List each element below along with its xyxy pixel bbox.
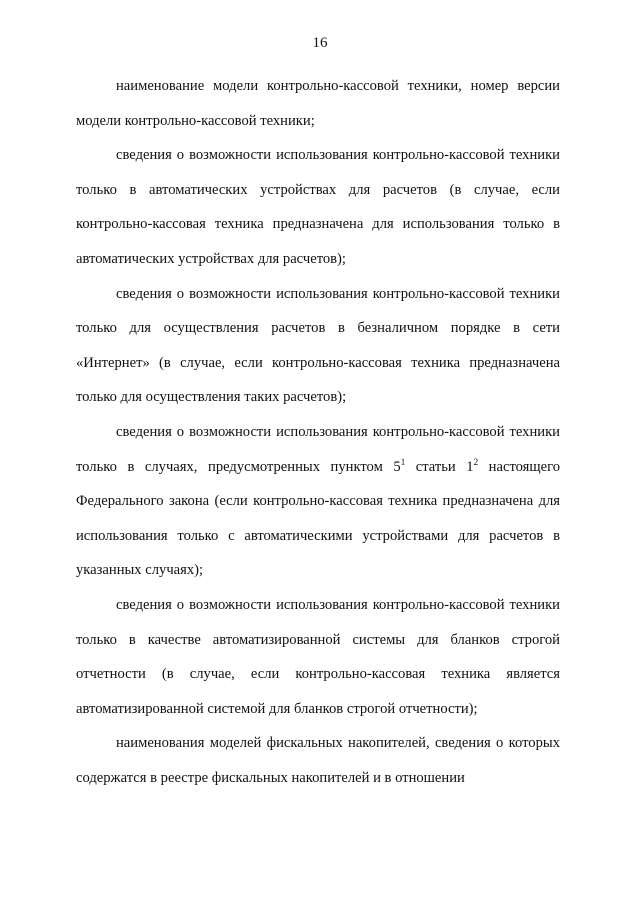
paragraph-text: наименования моделей фискальных накопителей, сведения о которых содержатся в реестре фискальных накопителей и в отношении (76, 735, 560, 786)
paragraph-internet-payments (76, 277, 560, 415)
paragraph-special-cases (76, 415, 560, 588)
document-body (76, 69, 560, 795)
paragraph-strict-reporting-forms (76, 588, 560, 726)
paragraph-text: сведения о возможности использования контрольно-кассовой техники только в автоматических устройствах для расчетов (в случае, если контрольно-кассовая техника предназначена для использования только в автоматических устройствах для расчетов); (76, 147, 560, 267)
page-number: 16 (312, 35, 328, 51)
paragraph-automatic-devices (76, 138, 560, 276)
paragraph-text: сведения о возможности использования контрольно-кассовой техники только в качестве автоматизированной системы для бланков строгой отчетности (в случае, если контрольно-кассовая техника является автоматизированной системой для бланков строгой отчетности); (76, 596, 560, 717)
paragraph-model-name (76, 69, 560, 138)
paragraph-text: статьи 1 (405, 458, 474, 475)
paragraph-text: сведения о возможности использования контрольно-кассовой техники только для осуществления расчетов в безналичном порядке в сети «Интернет» (в случае, если контрольно-кассовая техника предназначена только для осуществления таких расчетов); (76, 285, 560, 406)
superscript: 1 (400, 456, 406, 467)
paragraph-text: наименование модели контрольно-кассовой техники, номер версии модели контрольно-кассовой техники; (76, 78, 560, 129)
paragraph-fiscal-drives (76, 726, 560, 795)
paragraph-text: настоящего Федерального закона (если контрольно-кассовая техника предназначена для использования только с автоматическими устройствами для расчетов в указанных случаях); (76, 458, 560, 579)
paragraph-text: сведения о возможности использования контрольно-кассовой техники только в случаях, предусмотренных пунктом 5 (76, 423, 560, 475)
superscript: 2 (473, 456, 479, 467)
